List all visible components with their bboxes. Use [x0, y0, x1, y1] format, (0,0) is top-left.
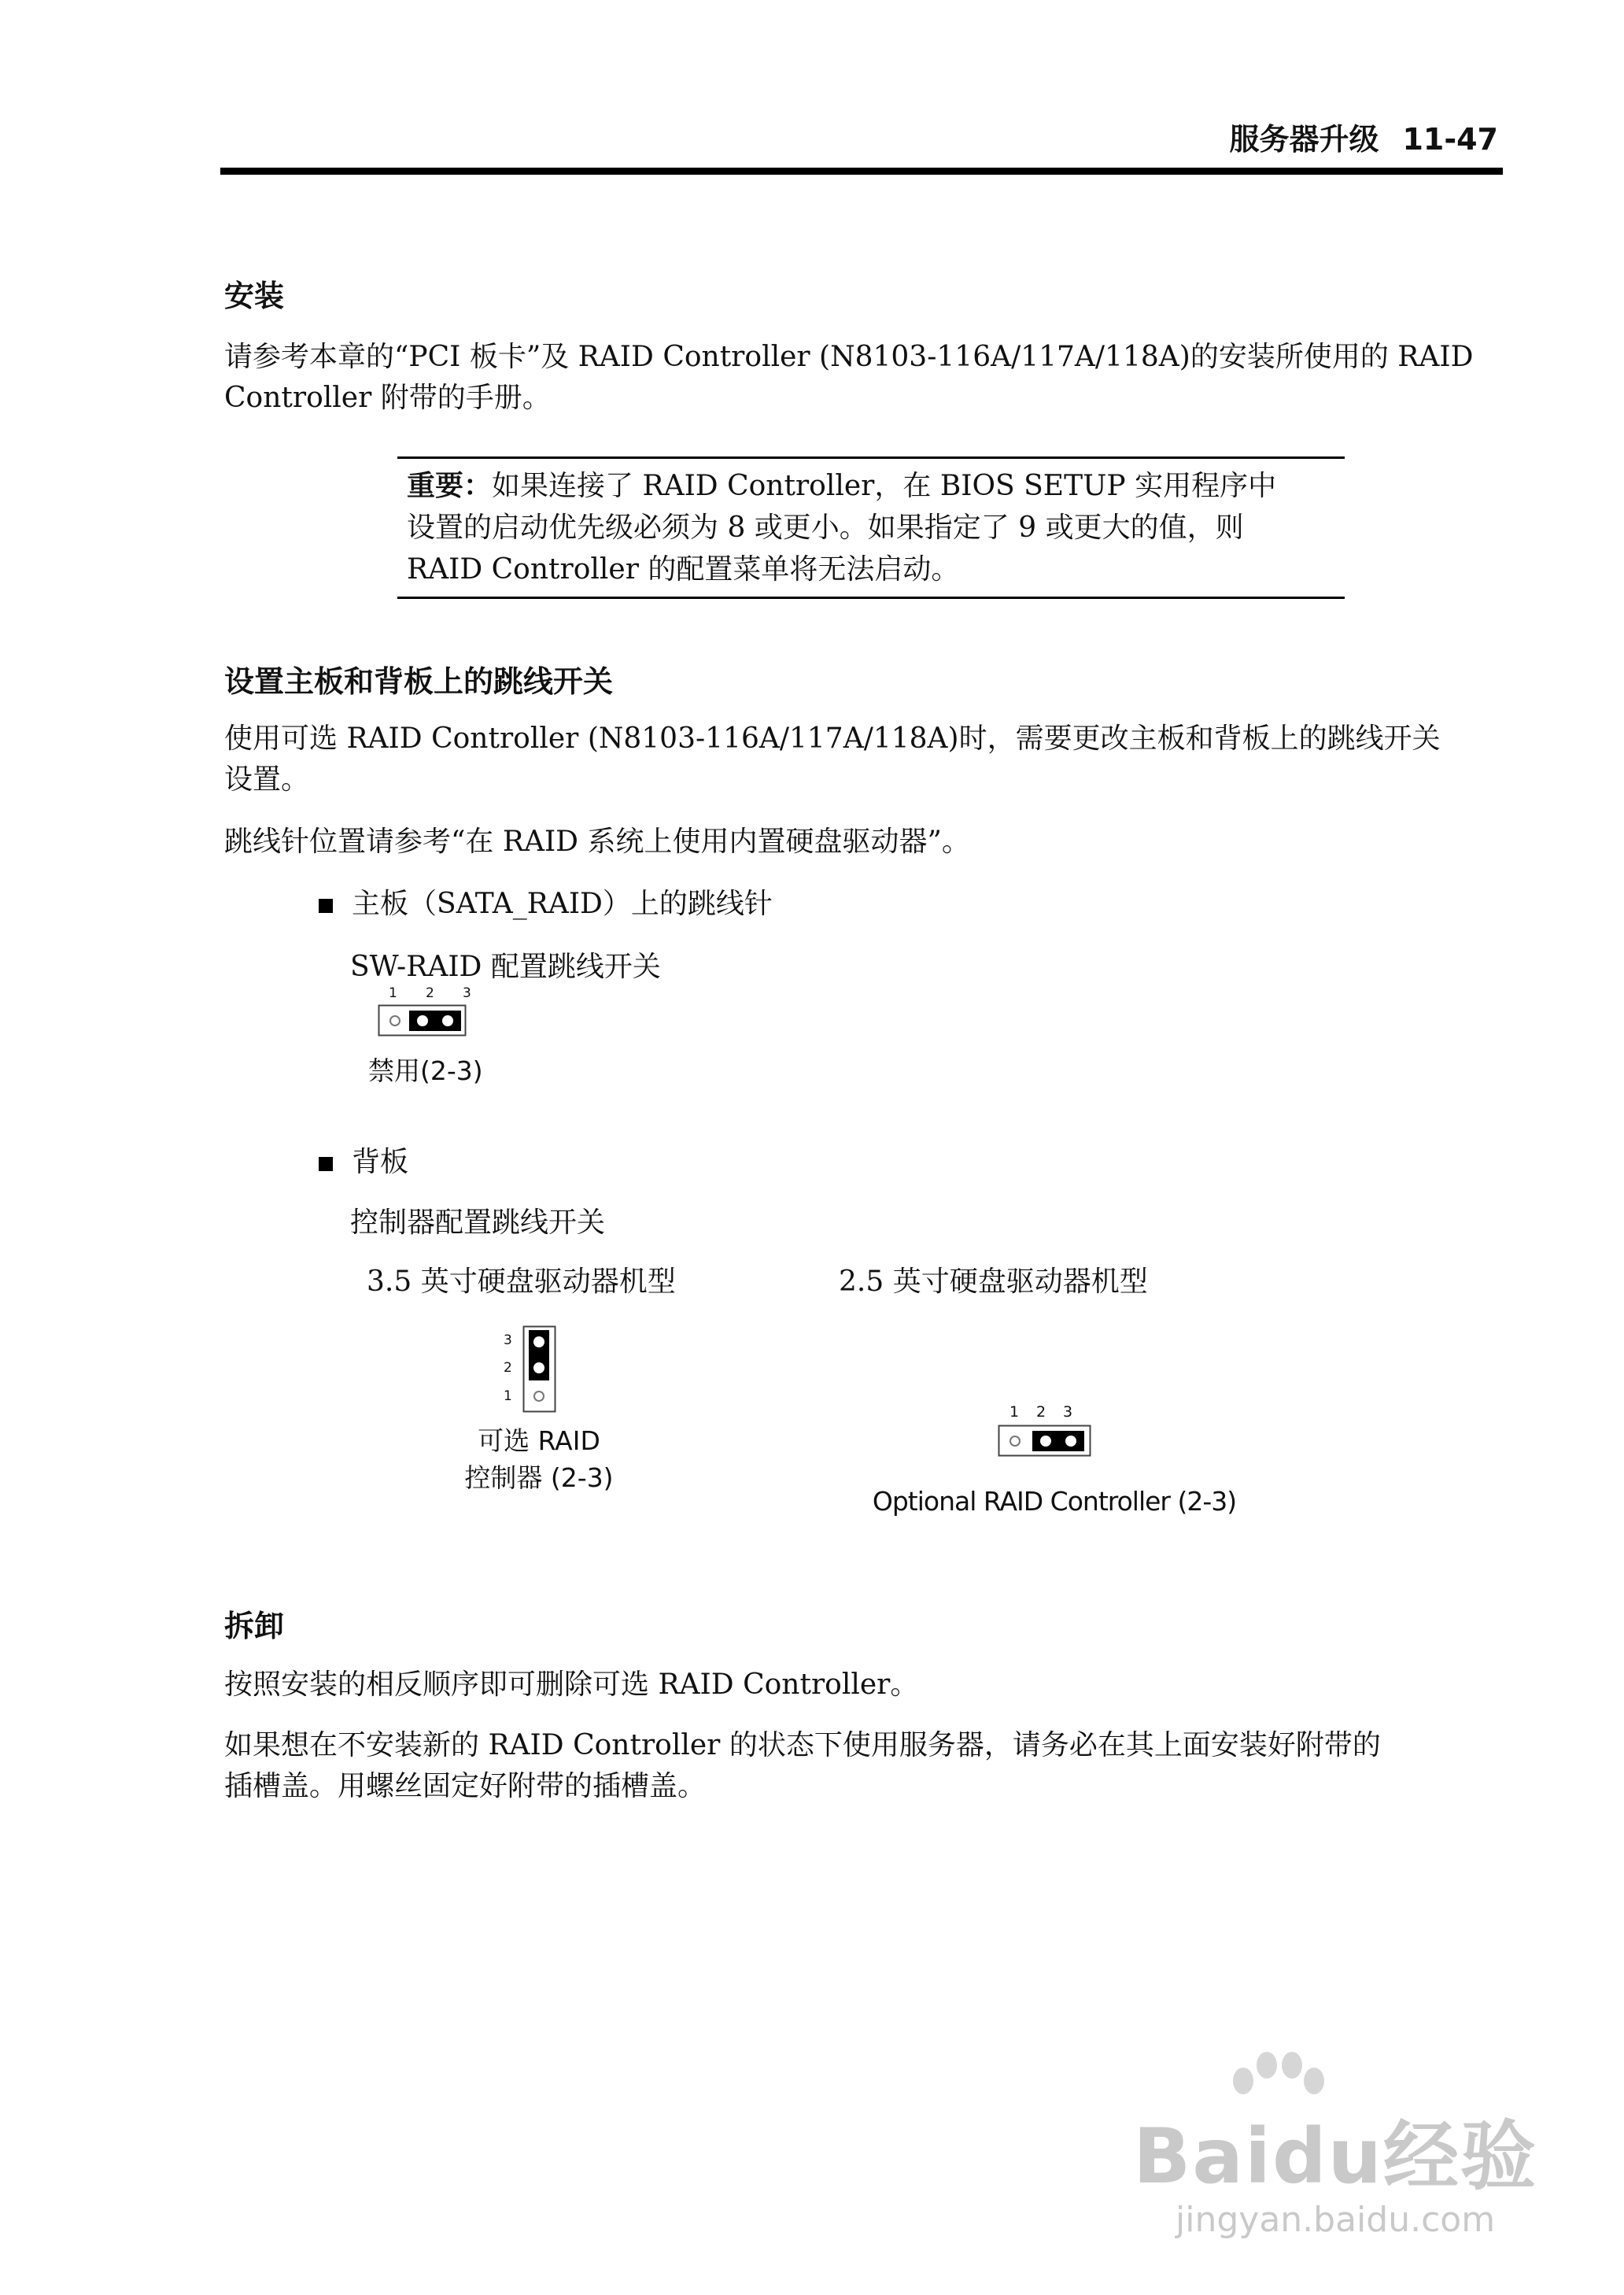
- h-pin-label-1: 1: [1009, 1403, 1020, 1421]
- h-pin-3: [1065, 1436, 1076, 1447]
- h-jumper-cap: [1032, 1431, 1084, 1451]
- install-paragraph-line2: Controller 附带的手册。: [224, 382, 551, 414]
- jumper-paragraph1-line1: 使用可选 RAID Controller (N8103-116A/117A/118A)时，需要更改主板和背板上的跳线开关: [224, 722, 1441, 755]
- setting-35: [425, 1421, 653, 1495]
- remove-paragraph1: 按照安装的相反顺序即可删除可选 RAID Controller。: [224, 1669, 919, 1701]
- jumper-paragraph2: 跳线针位置请参考“在 RAID 系统上使用内置硬盘驱动器”。: [224, 826, 970, 858]
- bullet-square-icon: [319, 899, 333, 913]
- remove-paragraph2-line2: 插槽盖。用螺丝固定好附带的插槽盖。: [224, 1770, 707, 1802]
- install-heading: 安装: [224, 279, 285, 313]
- remove-paragraph2-line1: 如果想在不安装新的 RAID Controller 的状态下使用服务器，请务必在其上面安装好附带的: [224, 1729, 1381, 1761]
- h-pin-1: [1010, 1436, 1020, 1446]
- mb-pin-1: [390, 1016, 400, 1026]
- remove-paragraph2: [224, 1725, 1515, 1807]
- mb-pin-3: [442, 1015, 453, 1026]
- important-note: [397, 456, 1345, 599]
- model-25-label: 2.5 英寸硬盘驱动器机型: [839, 1266, 1148, 1298]
- header-rule: [220, 168, 1503, 175]
- jumper-paragraph1-line2: 设置。: [224, 763, 310, 796]
- baidu-watermark: [1133, 2049, 1537, 2240]
- v-pin-label-2: 2: [504, 1360, 512, 1376]
- mainboard-bullet-text: 主板（SATA_RAID）上的跳线针: [352, 888, 773, 920]
- note-line3: RAID Controller 的配置菜单将无法启动。: [407, 553, 960, 586]
- header-title: 服务器升级: [1229, 122, 1379, 157]
- watermark-url: jingyan.baidu.com: [1176, 2200, 1496, 2240]
- jumper-heading: 设置主板和背板上的跳线开关: [224, 664, 614, 699]
- mb-pin-label-1: 1: [389, 985, 397, 1001]
- v-pin-label-1: 1: [504, 1388, 512, 1404]
- v-pin-3: [533, 1336, 544, 1347]
- h-pin-label-2: 2: [1036, 1403, 1046, 1421]
- mainboard-switch-label: SW-RAID 配置跳线开关: [350, 951, 661, 983]
- h-pin-2: [1040, 1436, 1051, 1447]
- remove-heading: 拆卸: [224, 1609, 285, 1643]
- backplane-25-jumper-diagram: [998, 1425, 1094, 1458]
- backplane-bullet: [319, 1140, 408, 1180]
- backplane-35-jumper-diagram: [522, 1325, 559, 1414]
- v-pin-1: [534, 1391, 544, 1401]
- jumper-paragraph1: [224, 719, 1515, 800]
- mainboard-bullet: [319, 881, 773, 922]
- h-pin-label-3: 3: [1063, 1403, 1073, 1421]
- backplane-switch-label: 控制器配置跳线开关: [350, 1207, 606, 1239]
- note-line2: 设置的启动优先级必须为 8 或更小。如果指定了 9 或更大的值，则: [407, 512, 1244, 544]
- mb-jumper-cap: [409, 1011, 461, 1031]
- mb-pin-label-3: 3: [463, 985, 471, 1001]
- setting-25: Optional RAID Controller (2-3): [872, 1486, 1237, 1517]
- setting-35-line1: 可选 RAID: [478, 1425, 600, 1456]
- mainboard-jumper-diagram: [378, 1004, 480, 1037]
- mb-pin-label-2: 2: [426, 985, 434, 1001]
- page-number: 11-47: [1402, 122, 1498, 157]
- model-35-label: 3.5 英寸硬盘驱动器机型: [367, 1266, 676, 1298]
- page-header: [1229, 115, 1498, 158]
- setting-35-line2: 控制器 (2-3): [464, 1462, 614, 1493]
- watermark-logo: Baidu经验: [1133, 2112, 1537, 2201]
- v-pin-label-3: 3: [504, 1332, 512, 1348]
- mb-pin-2: [417, 1015, 428, 1026]
- note-line1: 如果连接了 RAID Controller，在 BIOS SETUP 实用程序中: [492, 470, 1277, 502]
- note-label: 重要：: [407, 470, 493, 502]
- install-paragraph-line1: 请参考本章的“PCI 板卡”及 RAID Controller (N8103-116A/117A/118A)的安装所使用的 RAID: [224, 341, 1474, 373]
- backplane-bullet-text: 背板: [352, 1146, 409, 1178]
- bullet-square-icon: [319, 1157, 333, 1171]
- v-pin-2: [533, 1362, 544, 1373]
- install-paragraph: [224, 337, 1515, 419]
- mainboard-setting: 禁用(2-3): [368, 1055, 483, 1086]
